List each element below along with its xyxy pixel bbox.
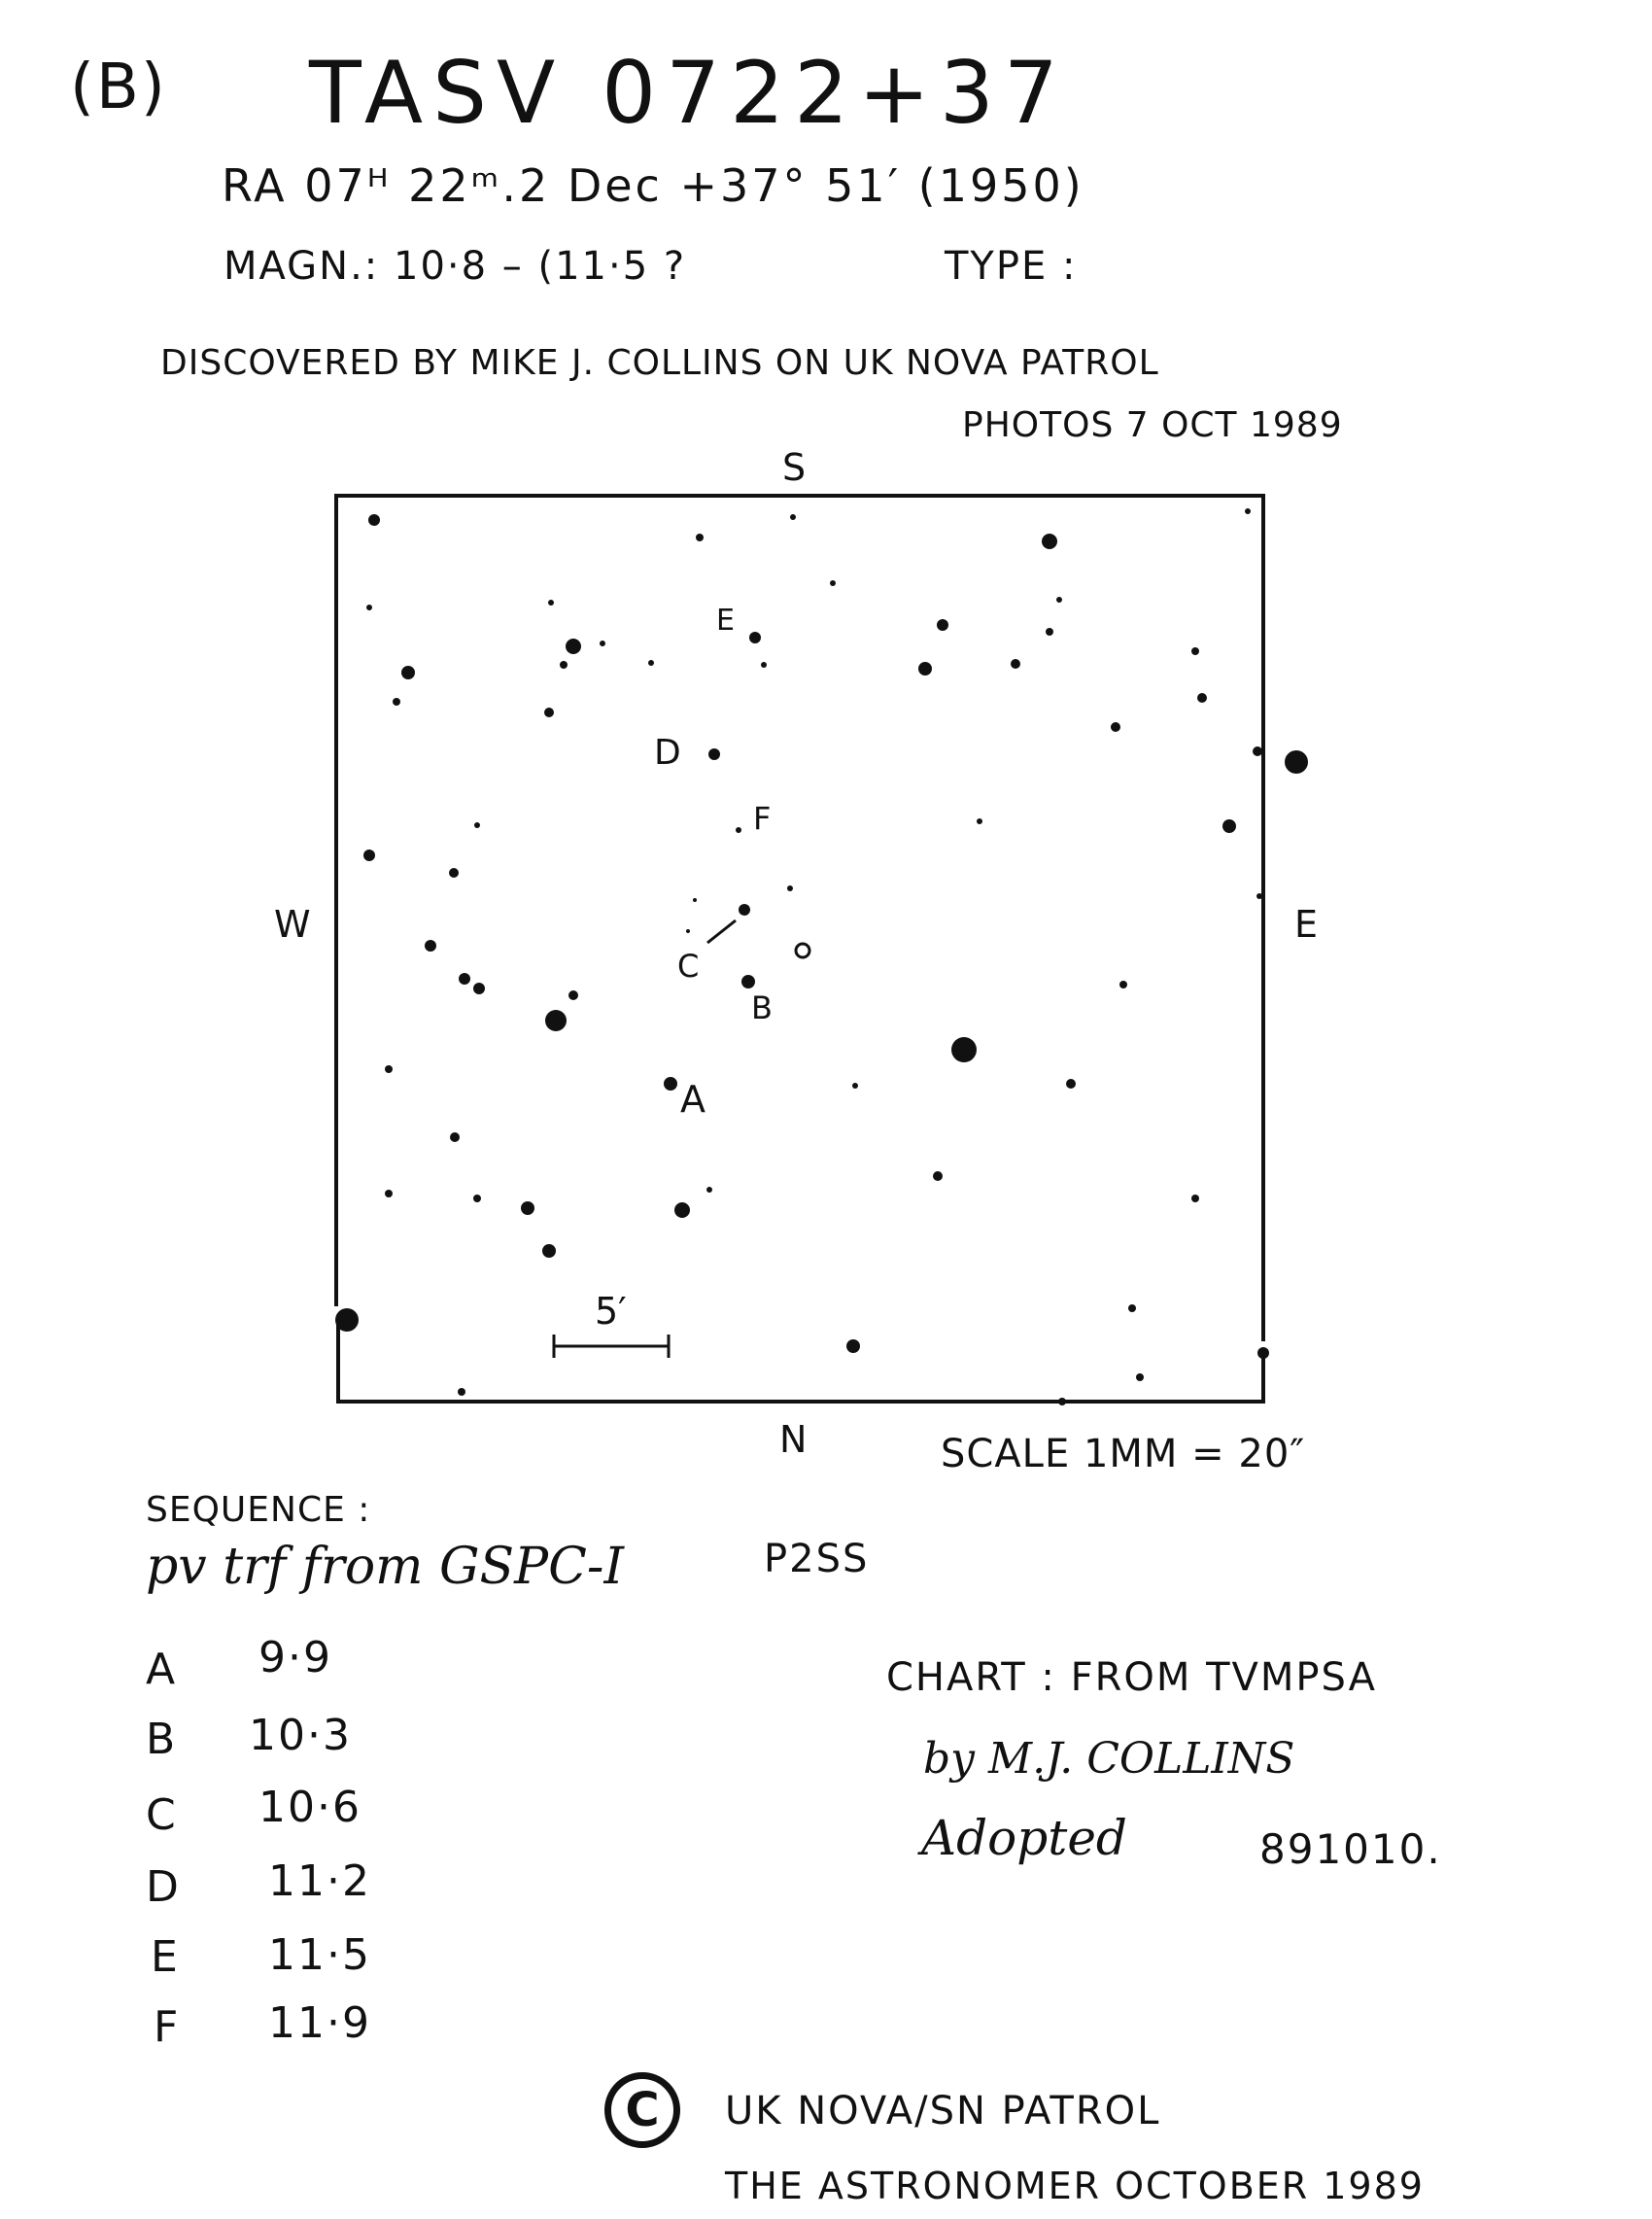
star: [693, 898, 697, 902]
comparison-label-c: C: [677, 948, 700, 985]
star: [473, 1195, 481, 1202]
chart-credit-line: CHART : FROM TVMPSA: [886, 1655, 1378, 1700]
sequence-magnitude: 10·3: [249, 1711, 352, 1760]
comparison-label-b: B: [751, 989, 773, 1026]
star: [706, 1187, 712, 1193]
star: [544, 708, 554, 717]
sequence-magnitude: 11·5: [268, 1930, 371, 1980]
star: [566, 639, 581, 654]
sequence-letter: C: [146, 1790, 176, 1840]
star: [1046, 628, 1053, 636]
sequence-letter: E: [151, 1932, 178, 1982]
sequence-plate: P2SS: [764, 1537, 870, 1581]
sequence-magnitude: 10·6: [258, 1783, 361, 1832]
star: [393, 698, 400, 706]
star: [560, 661, 568, 669]
star: [545, 1010, 567, 1031]
star: [425, 940, 436, 952]
star: [1257, 1347, 1269, 1359]
star: [846, 1339, 860, 1353]
star: [1119, 981, 1127, 988]
chart-adopted-date: 891010.: [1259, 1825, 1442, 1873]
sequence-letter: B: [146, 1715, 176, 1764]
star: [696, 534, 704, 541]
star: [548, 600, 554, 606]
star: [749, 632, 761, 643]
chart-adopted-label: Adopted: [921, 1810, 1127, 1866]
star: [830, 580, 836, 586]
variable-star-position: [796, 944, 809, 957]
star: [385, 1065, 393, 1073]
star: [736, 827, 741, 833]
star: [474, 822, 480, 828]
star: [449, 868, 459, 878]
star: [937, 619, 948, 631]
chart-designation-prefix: (B): [70, 52, 167, 123]
footer-organization: UK NOVA/SN PATROL: [725, 2089, 1161, 2133]
star: [1042, 534, 1057, 549]
type-line: TYPE :: [945, 244, 1078, 289]
footer-publication: THE ASTRONOMER OCTOBER 1989: [725, 2165, 1425, 2207]
star: [1197, 693, 1207, 703]
chart-border: [336, 496, 1263, 1402]
star: [1245, 508, 1251, 514]
direction-south-label: S: [782, 446, 807, 489]
sequence-source: pv trf from GSPC-I: [146, 1538, 625, 1596]
direction-west-label: W: [274, 903, 311, 946]
star: [1191, 1195, 1199, 1202]
coordinates-line: RA 07ᴴ 22ᵐ.2 Dec +37° 51′ (1950): [222, 159, 1084, 212]
magnitude-line: MAGN.: 10·8 – (11·5 ?: [224, 244, 687, 289]
scale-bar: [554, 1335, 669, 1358]
star: [787, 885, 793, 891]
star: [708, 748, 720, 760]
star: [450, 1132, 460, 1142]
star: [918, 662, 932, 676]
sequence-letter: F: [154, 2002, 179, 2052]
sequence-magnitude: 11·2: [268, 1856, 371, 1906]
star: [664, 1077, 677, 1091]
star: [363, 849, 375, 861]
star: [368, 514, 380, 526]
star: [459, 973, 470, 985]
star: [473, 983, 485, 994]
chart-author-line: by M.J. COLLINS: [923, 1734, 1295, 1784]
star: [1285, 750, 1308, 774]
star: [1222, 819, 1236, 833]
star: [674, 1202, 690, 1218]
comparison-c-pointer: [707, 920, 736, 943]
star: [951, 1037, 977, 1062]
star: [852, 1083, 858, 1089]
star: [933, 1171, 943, 1181]
sequence-heading: SEQUENCE :: [146, 1490, 371, 1530]
discovery-date-line: PHOTOS 7 OCT 1989: [962, 405, 1343, 445]
star: [761, 662, 767, 668]
star-field: [335, 508, 1308, 1405]
star: [542, 1244, 556, 1258]
scale-bar-label: 5′: [595, 1290, 627, 1333]
star: [1136, 1373, 1144, 1381]
sequence-magnitude: 11·9: [268, 1998, 371, 2048]
star: [335, 1308, 359, 1332]
star: [366, 605, 372, 610]
discovery-line: DISCOVERED BY MIKE J. COLLINS ON UK NOVA PATROL: [160, 343, 1159, 383]
star: [600, 641, 605, 646]
star: [1191, 647, 1199, 655]
comparison-label-a: A: [680, 1078, 706, 1121]
star: [1011, 659, 1020, 669]
sequence-letter: D: [146, 1862, 179, 1912]
star: [741, 975, 755, 988]
star: [790, 514, 796, 520]
comparison-label-d: D: [654, 733, 681, 773]
star: [1058, 1398, 1066, 1405]
star: [1111, 722, 1120, 732]
star: [521, 1201, 534, 1215]
star: [1128, 1304, 1136, 1312]
comparison-label-e: E: [716, 604, 735, 638]
direction-north-label: N: [779, 1418, 808, 1461]
star: [977, 818, 982, 824]
copyright-icon: C: [604, 2072, 680, 2148]
scale-note: SCALE 1MM = 20″: [941, 1432, 1306, 1476]
star: [739, 904, 750, 916]
star: [1066, 1079, 1076, 1089]
star: [1253, 746, 1262, 756]
star: [648, 660, 654, 666]
star: [385, 1190, 393, 1197]
star: [458, 1388, 465, 1396]
sequence-letter: A: [146, 1645, 176, 1694]
direction-east-label: E: [1294, 903, 1319, 946]
star: [1256, 893, 1262, 899]
star: [1056, 597, 1062, 603]
chart-title: TASV 0722+37: [309, 43, 1068, 143]
star: [686, 929, 690, 933]
star: [568, 990, 578, 1000]
sequence-magnitude: 9·9: [258, 1633, 332, 1682]
star: [401, 666, 415, 679]
comparison-label-f: F: [753, 800, 772, 837]
